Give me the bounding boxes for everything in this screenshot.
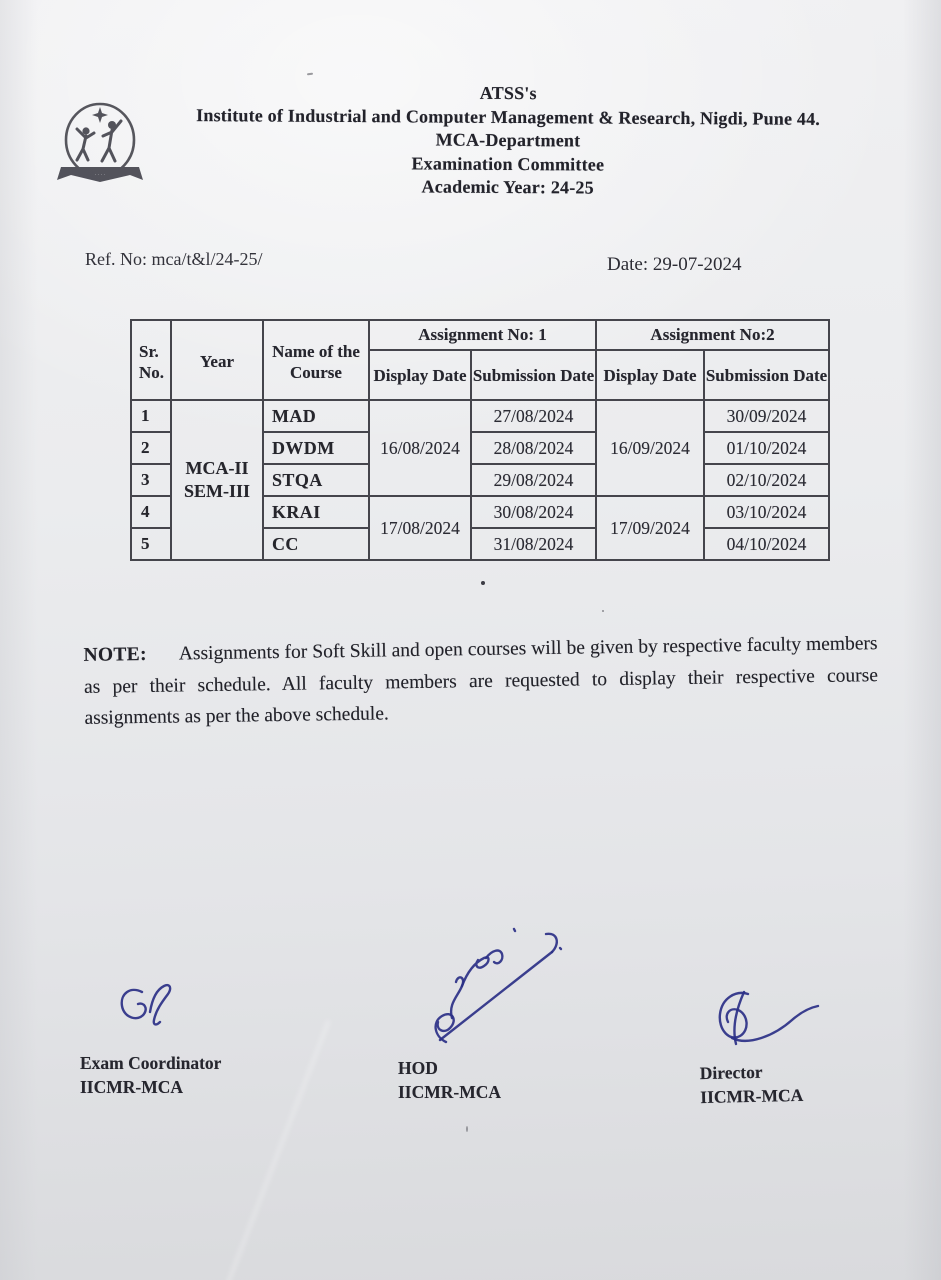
note-label: NOTE: [83,643,147,666]
cell-course: DWDM [263,432,369,464]
cell-submission-date: 28/08/2024 [471,432,596,464]
cell-submission-date: 04/10/2024 [704,528,829,560]
cell-submission-date: 02/10/2024 [704,464,829,496]
signatory-title: Director [699,1061,763,1084]
cell-submission-date: 01/10/2024 [704,432,829,464]
cell-sr: 1 [131,400,171,432]
signatory-exam-coordinator [80,1051,221,1099]
signature-director [696,980,826,1070]
cell-submission-date: 31/08/2024 [471,528,596,560]
ink-speck [602,610,604,612]
cell-sr: 3 [131,464,171,496]
signatory-director [700,1059,804,1109]
signature-hod [410,922,570,1052]
academic-year: Academic Year: 24-25 [421,176,594,198]
cell-year-group: MCA-II SEM-III [171,400,263,560]
ink-speck [307,73,313,76]
col-header-display-date-2: Display Date [596,350,704,400]
cell-display-date: 17/08/2024 [369,496,471,560]
cell-display-date: 17/09/2024 [596,496,704,560]
ink-speck [481,581,485,585]
document-header [75,79,941,202]
ref-number: Ref. No: mca/t&l/24-25/ [85,249,263,269]
signatory-org: IICMR-MCA [700,1084,804,1108]
cell-course: MAD [263,400,369,432]
cell-sr: 2 [131,432,171,464]
cell-sr: 5 [131,528,171,560]
signature-exam-coordinator [112,978,192,1048]
cell-course: STQA [263,464,369,496]
table-header-row [131,320,829,350]
signatory-hod [398,1056,501,1104]
col-header-sr-no: Sr. No. [131,320,171,400]
document-date: Date: 29-07-2024 [607,254,742,275]
cell-sr: 4 [131,496,171,528]
signatory-org: IICMR-MCA [398,1082,502,1102]
col-header-submission-date-2: Submission Date [704,350,829,400]
ink-speck [466,1126,468,1132]
cell-display-date: 16/08/2024 [369,400,471,496]
committee-name: Examination Committee [411,152,605,175]
assignment-schedule-table [130,319,830,561]
cell-submission-date: 29/08/2024 [471,464,596,496]
col-header-course: Name of the Course [263,320,369,400]
cell-submission-date: 27/08/2024 [471,400,596,432]
table-row [131,400,829,432]
note-text: Assignments for Soft Skill and open courses will be given by respective faculty members as per their schedule. All faculty members are requested to display their respective course assignments as per the above schedule. [83,633,879,729]
cell-course: KRAI [263,496,369,528]
cell-submission-date: 30/08/2024 [471,496,596,528]
cell-submission-date: 30/09/2024 [704,400,829,432]
signatory-title: Exam Coordinator [80,1053,222,1073]
col-header-submission-date-1: Submission Date [471,350,596,400]
cell-submission-date: 03/10/2024 [704,496,829,528]
col-header-display-date-1: Display Date [369,350,471,400]
col-header-assignment-1: Assignment No: 1 [369,320,596,350]
paper-crease [209,1020,330,1280]
cell-display-date: 16/09/2024 [596,400,704,496]
signatory-title: HOD [398,1058,438,1078]
org-name: ATSS's [479,82,537,104]
note-paragraph [83,628,878,734]
institute-name: Institute of Industrial and Computer Management & Research, Nigdi, Pune 44. [196,104,821,129]
department-name: MCA-Department [435,129,581,151]
cell-course: CC [263,528,369,560]
col-header-year: Year [171,320,263,400]
svg-text:· · · ·: · · · · [94,173,106,178]
signatory-org: IICMR-MCA [80,1077,184,1097]
col-header-assignment-2: Assignment No:2 [596,320,829,350]
